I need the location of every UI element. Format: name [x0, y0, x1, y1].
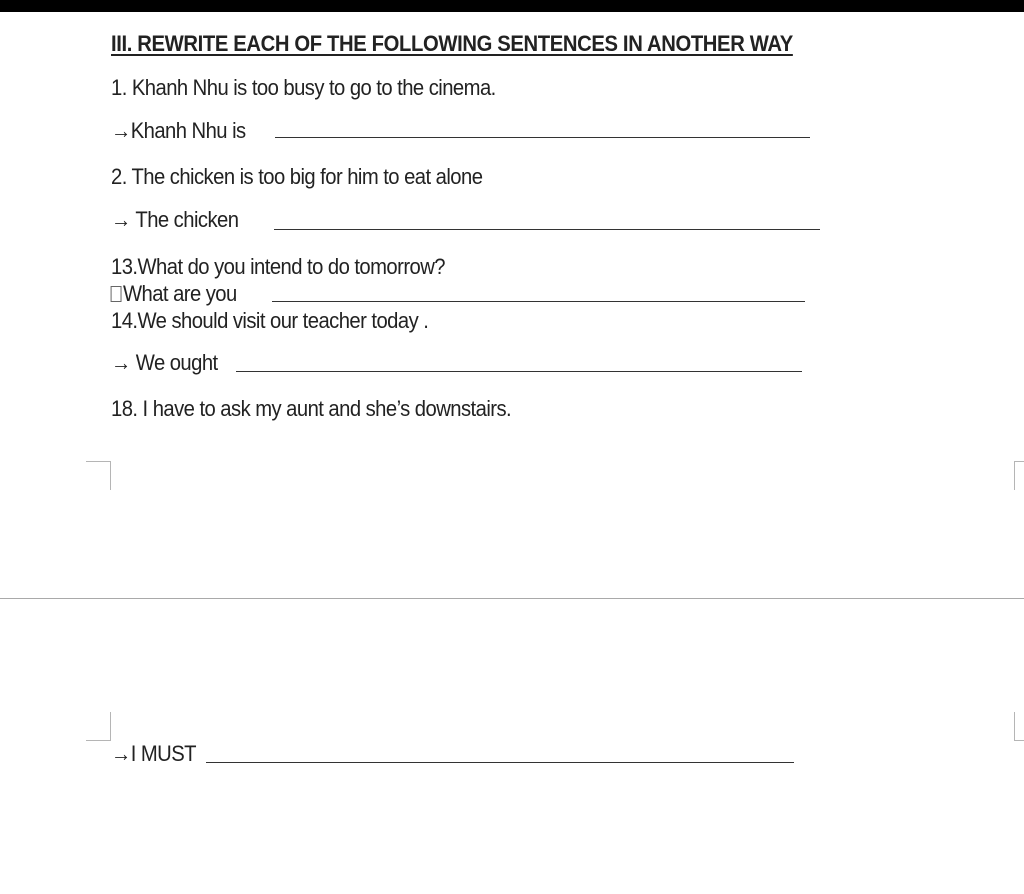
sentence-13: 13.What do you intend to do tomorrow?: [111, 254, 445, 279]
sentence-18: 18. I have to ask my aunt and she’s downstairs.: [111, 396, 512, 421]
sentence-1: 1. Khanh Nhu is too busy to go to the cinema.: [111, 75, 496, 100]
answer-blank-1[interactable]: [275, 137, 810, 138]
page-corner-mark: [86, 461, 111, 490]
exercise-heading: III. REWRITE EACH OF THE FOLLOWING SENTENCES IN ANOTHER WAY: [111, 31, 793, 56]
page-corner-mark: [1014, 461, 1024, 490]
answer-prompt-13-line: [111, 281, 237, 307]
answer-prompt-18: →I MUST: [111, 741, 196, 766]
answer-prompt-14: → We ought: [111, 350, 218, 375]
missing-glyph-icon: [111, 286, 122, 302]
page-corner-mark: [1014, 712, 1024, 741]
window-top-bar: [0, 0, 1024, 12]
answer-blank-2[interactable]: [274, 229, 820, 230]
answer-prompt-1: →Khanh Nhu is: [111, 118, 246, 143]
answer-blank-13[interactable]: [272, 301, 805, 302]
page-break-line: [0, 598, 1024, 599]
answer-prompt-2: → The chicken: [111, 207, 239, 232]
sentence-2: 2. The chicken is too big for him to eat alone: [111, 164, 483, 189]
answer-blank-14[interactable]: [236, 371, 802, 372]
sentence-14: 14.We should visit our teacher today .: [111, 308, 429, 333]
answer-blank-18[interactable]: [206, 762, 794, 763]
answer-prompt-13: What are you: [122, 281, 237, 306]
page-corner-mark: [86, 712, 111, 741]
